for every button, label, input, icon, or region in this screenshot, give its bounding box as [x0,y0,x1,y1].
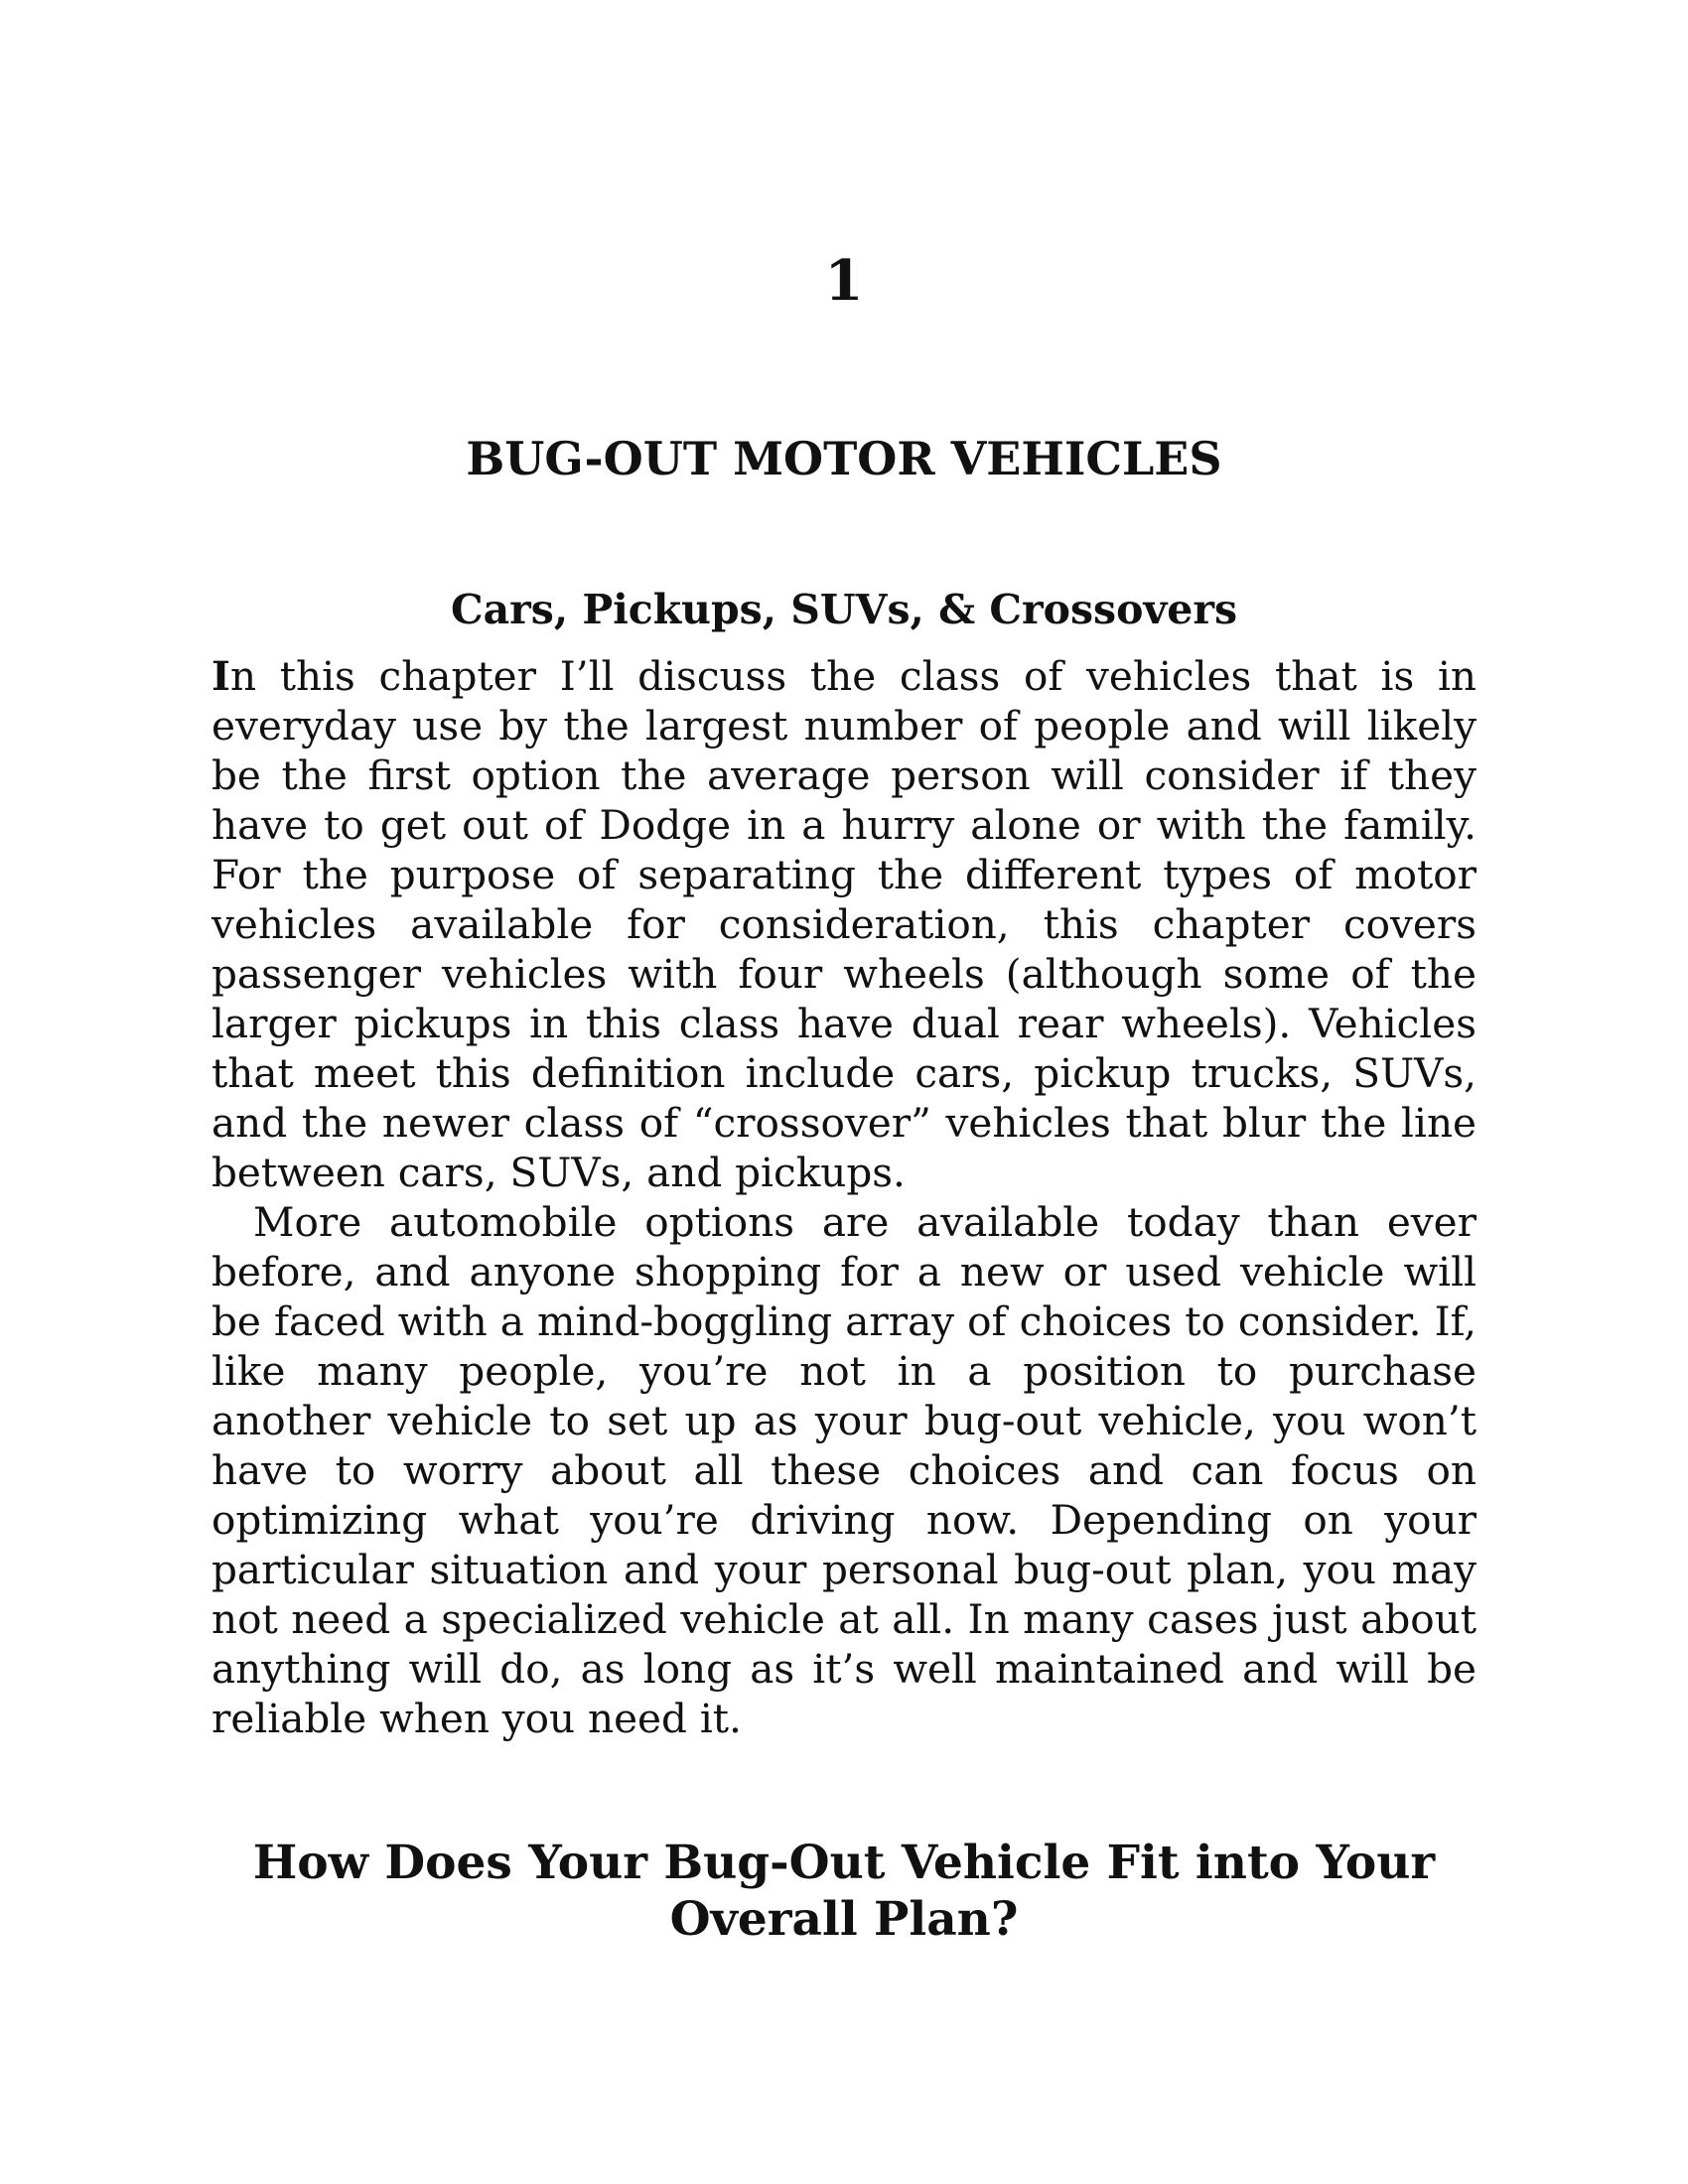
body-text [211,651,1477,1743]
section-heading: Cars, Pickups, SUVs, & Crossovers [450,586,1238,633]
next-section-heading: How Does Your Bug-Out Vehicle Fit into Your Overall Plan? [252,1836,1436,1947]
chapter-number: 1 [824,248,864,314]
paragraph-1 [211,651,1477,1197]
paragraph-1-text: n this chapter I’ll discuss the class of vehicles that is in everyday use by the largest number of people and will likely be the first option the average person will consider if they have to get out of Dodge in a hurry alone or with the family. For the purpose of separating the different types of motor vehicles available for consideration, this chapter covers passenger vehicles with four wheels (although some of the larger pickups in this class have dual rear wheels). Vehicles that meet this definition include cars, pickup trucks, SUVs, and the newer class of “crossover” vehicles that blur the line between cars, SUVs, and pickups. [211,652,1477,1196]
paragraph-2: More automobile options are available today than ever before, and anyone shopping for a new or used vehicle will be faced with a mind-boggling array of choices to consider. If, like many people, you’re not in a position to purchase another vehicle to set up as your bug-out vehicle, you won’t have to worry about all these choices and can focus on optimizing what you’re driving now. Depending on your particular situation and your personal bug-out plan, you may not need a specialized vehicle at all. In many cases just about anything will do, as long as it’s well maintained and will be reliable when you need it. [211,1198,1477,1742]
drop-cap: I [211,652,230,700]
chapter-title: BUG-OUT MOTOR VEHICLES [466,432,1222,485]
